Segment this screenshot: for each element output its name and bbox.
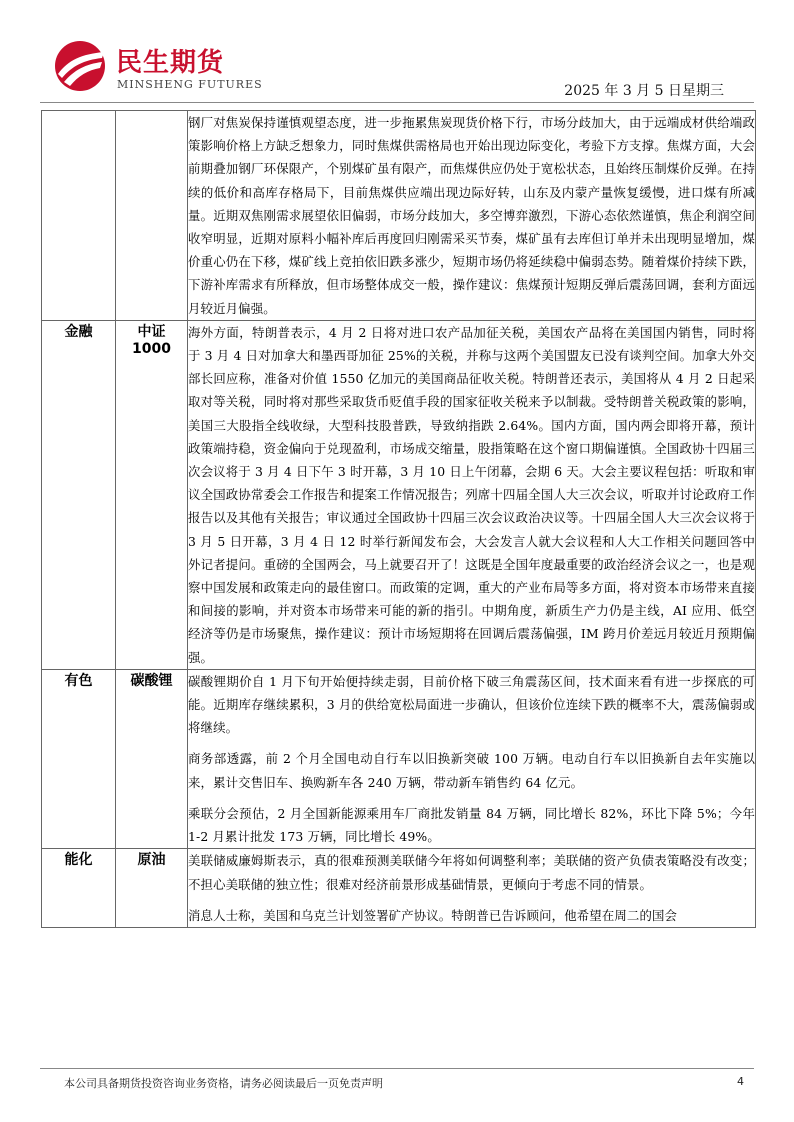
category-cell: 能化: [42, 849, 116, 928]
product-cell: 碳酸锂: [116, 669, 188, 848]
product-cell: 原油: [116, 849, 188, 928]
page-header: [0, 0, 794, 100]
footer-divider: [40, 1068, 754, 1069]
commodity-analysis-table: [41, 110, 756, 928]
analysis-paragraph: 消息人士称，美国和乌克兰计划签署矿产协议。特朗普已告诉顾问，他希望在周二的国会: [188, 907, 678, 923]
analysis-cell: [188, 849, 756, 928]
analysis-cell: [188, 320, 756, 669]
header-divider: [40, 102, 754, 103]
table-row: [42, 849, 756, 928]
page-number: 4: [737, 1075, 744, 1088]
analysis-paragraph: 美联储威廉姆斯表示，真的很难预测美联储今年将如何调整利率；美联储的资产负债表策略没有改变；不担心美联储的独立性；很难对经济前景形成基础情景，更倾向于考虑不同的情景。: [188, 853, 755, 892]
analysis-paragraph: 乘联分会预估，2 月全国新能源乘用车厂商批发销量 84 万辆，同比增长 82%，环比下降 5%；今年 1-2 月累计批发 173 万辆，同比增长 49%。: [188, 805, 755, 845]
footer-disclaimer: 本公司具备期货投资咨询业务资格，请务必阅读最后一页免责声明: [64, 1077, 383, 1090]
product-cell: 中证 1000: [116, 320, 188, 669]
analysis-paragraph: 碳酸锂期价自 1 月下旬开始便持续走弱，目前价格下破三角震荡区间，技术面来看有进一步探底的可能。近期库存继续累积，3 月的供给宽松局面进一步确认，但该价位连续下跌的概率不大，震荡偏弱或将继续。: [188, 673, 755, 736]
analysis-paragraph: 商务部透露，前 2 个月全国电动自行车以旧换新突破 100 万辆。电动自行车以旧换新自去年实施以来，累计交售旧车、换购新车各 240 万辆，带动新车销售约 64 亿元。: [188, 751, 755, 790]
table-row: [42, 669, 756, 848]
brand-name-cn: 民生期货: [116, 48, 225, 78]
brand-name-en: MINSHENG FUTURES: [117, 78, 263, 91]
table-row: [42, 111, 756, 321]
minsheng-logo-icon: [52, 40, 108, 92]
table-row: [42, 320, 756, 669]
analysis-cell: [188, 669, 756, 848]
report-date: 2025 年 3 月 5 日星期三: [564, 83, 724, 99]
analysis-paragraph: 钢厂对焦炭保持谨慎观望态度，进一步拖累焦炭现货价格下行，市场分歧加大，由于远端成材供给端政策影响价格上方缺乏想象力，同时焦煤供需格局也开始出现边际变化，考验下方支撑。焦煤方面，大会前期叠加钢厂环保限产，个别煤矿虽有限产，而焦煤供应仍处于宽松状态，且始终压制煤价反弹。在持续的低价和高库存格局下，目前焦煤供应端出现边际好转，山东及内蒙产量恢复缓慢，进口煤有所减量。近期双焦刚需求展望依旧偏弱，市场分歧加大，多空博弈激烈，下游心态依然谨慎，焦企利润空间收窄明显，近期对原料小幅补库后再度回归刚需采买节奏，煤矿虽有去库但订单并未出现明显增加，煤价重心仍在下移，煤矿线上竞拍依旧跌多涨少，短期市场仍将延续稳中偏弱态势。随着煤价持续下跌，下游补库需求有所释放，但市场整体成交一般，操作建议：焦煤预计短期反弹后震荡回调，套利方面远月较近月偏强。: [188, 115, 755, 316]
product-cell: [116, 111, 188, 321]
analysis-cell: [188, 111, 756, 321]
category-cell: [42, 111, 116, 321]
category-cell: 有色: [42, 669, 116, 848]
category-cell: 金融: [42, 320, 116, 669]
analysis-paragraph: 海外方面，特朗普表示，4 月 2 日将对进口农产品加征关税，美国农产品将在美国国内销售，同时将于 3 月 4 日对加拿大和墨西哥加征 25%的关税，并称与这两个美国盟友已没有谈判空间。加拿大外交部长回应称，准备对价值 1550 亿加元的美国商品征收关税。特朗普还表示，美国将从 4 月 2 日起采取对等关税，同时将对那些采取货币贬值手段的国家征收关税来予以制裁。受特朗普关税政策的影响，美国三大股指全线收绿，大型科技股普跌，导致纳指跌 2.64%。国内方面，国内两会即将开幕，预计政策端持稳，资金偏向于兑现盈利，市场成交缩量，股指策略在这个窗口期偏谨慎。全国政协十四届三次会议将于 3 月 4 日下午 3 时开幕，3 月 10 日上午闭幕，会期 6 天。大会主要议程包括：听取和审议全国政协常委会工作报告和提案工作情况报告；列席十四届全国人大三次会议，听取并讨论政府工作报告以及其他有关报告；审议通过全国政协十四届三次会议政治决议等。十四届全国人大三次会议将于 3 月 5 日开幕，3 月 4 日 12 时举行新闻发布会，大会发言人就大会议程和人大工作相关问题回答中外记者提问。重磅的全国两会，马上就要召开了！这既是全国年度最重要的政治经济会议之一，也是观察中国发展和政策走向的最佳窗口。而政策的定调，重大的产业布局等多方面，将对资本市场带来直接和间接的影响，并对资本市场带来可能的新的指引。中期角度，新质生产力仍是主线，AI 应用、低空经济等仍是市场聚焦，操作建议：预计市场短期将在回调后震荡偏强，IM 跨月价差远月较近月预期偏强。: [188, 324, 755, 665]
